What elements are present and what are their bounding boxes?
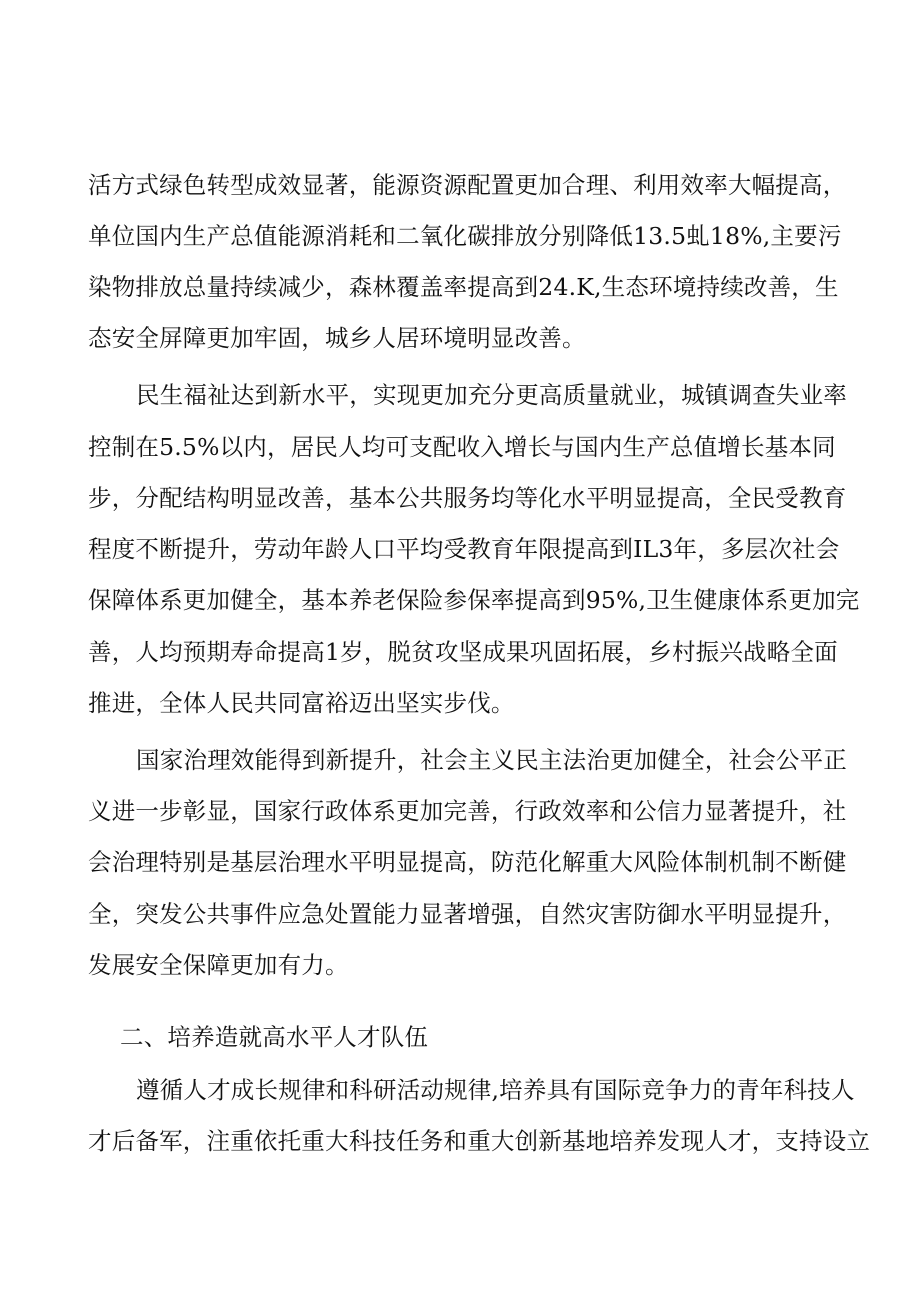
paragraph-3-line-1: 国家治理效能得到新提升，社会主义民主法治更加健全，社会公平正 [136,746,847,774]
paragraph-3-line-2: 义进一步彰显，国家行政体系更加完善，行政效率和公信力显著提升，社 [88,797,847,825]
section-heading: 二、培养造就高水平人才队伍 [120,1023,429,1051]
paragraph-1-line-2: 单位国内生产总值能源消耗和二氧化碳排放分别降低13.5虬18%,主要污 [88,222,842,250]
paragraph-2-line-3: 步，分配结构明显改善，基本公共服务均等化水平明显提高，全民受教育 [88,484,847,512]
paragraph-1-line-1: 活方式绿色转型成效显著，能源资源配置更加合理、利用效率大幅提高， [88,171,847,199]
paragraph-3-line-4: 全，突发公共事件应急处置能力显著增强，自然灾害防御水平明显提升， [88,900,847,928]
paragraph-2-line-6: 善，人均预期寿命提高1岁，脱贫攻坚成果巩固拓展，乡村振兴战略全面 [88,638,838,666]
paragraph-2-line-2: 控制在5.5%以内，居民人均可支配收入增长与国内生产总值增长基本同 [88,433,836,461]
paragraph-1-line-4: 态安全屏障更加牢固，城乡人居环境明显改善。 [88,324,586,352]
paragraph-3-line-5: 发展安全保障更加有力。 [88,951,349,979]
paragraph-2-line-1: 民生福祉达到新水平，实现更加充分更高质量就业，城镇调查失业率 [136,381,847,409]
paragraph-2-line-7: 推进，全体人民共同富裕迈出坚实步伐。 [88,689,515,717]
paragraph-1-line-3: 染物排放总量持续减少，森林覆盖率提高到24.K,生态环境持续改善，生 [88,273,839,301]
paragraph-4-line-2: 才后备军，注重依托重大科技任务和重大创新基地培养发现人才，支持设立 [88,1127,871,1155]
paragraph-2-line-4: 程度不断提升，劳动年龄人口平均受教育年限提高到IL3年，多层次社会 [88,535,840,563]
paragraph-4-line-1: 遵循人才成长规律和科研活动规律,培养具有国际竞争力的青年科技人 [136,1076,855,1104]
paragraph-3-line-3: 会治理特别是基层治理水平明显提高，防范化解重大风险体制机制不断健 [88,848,847,876]
paragraph-2-line-5: 保障体系更加健全，基本养老保险参保率提高到95%,卫生健康体系更加完 [88,586,860,614]
